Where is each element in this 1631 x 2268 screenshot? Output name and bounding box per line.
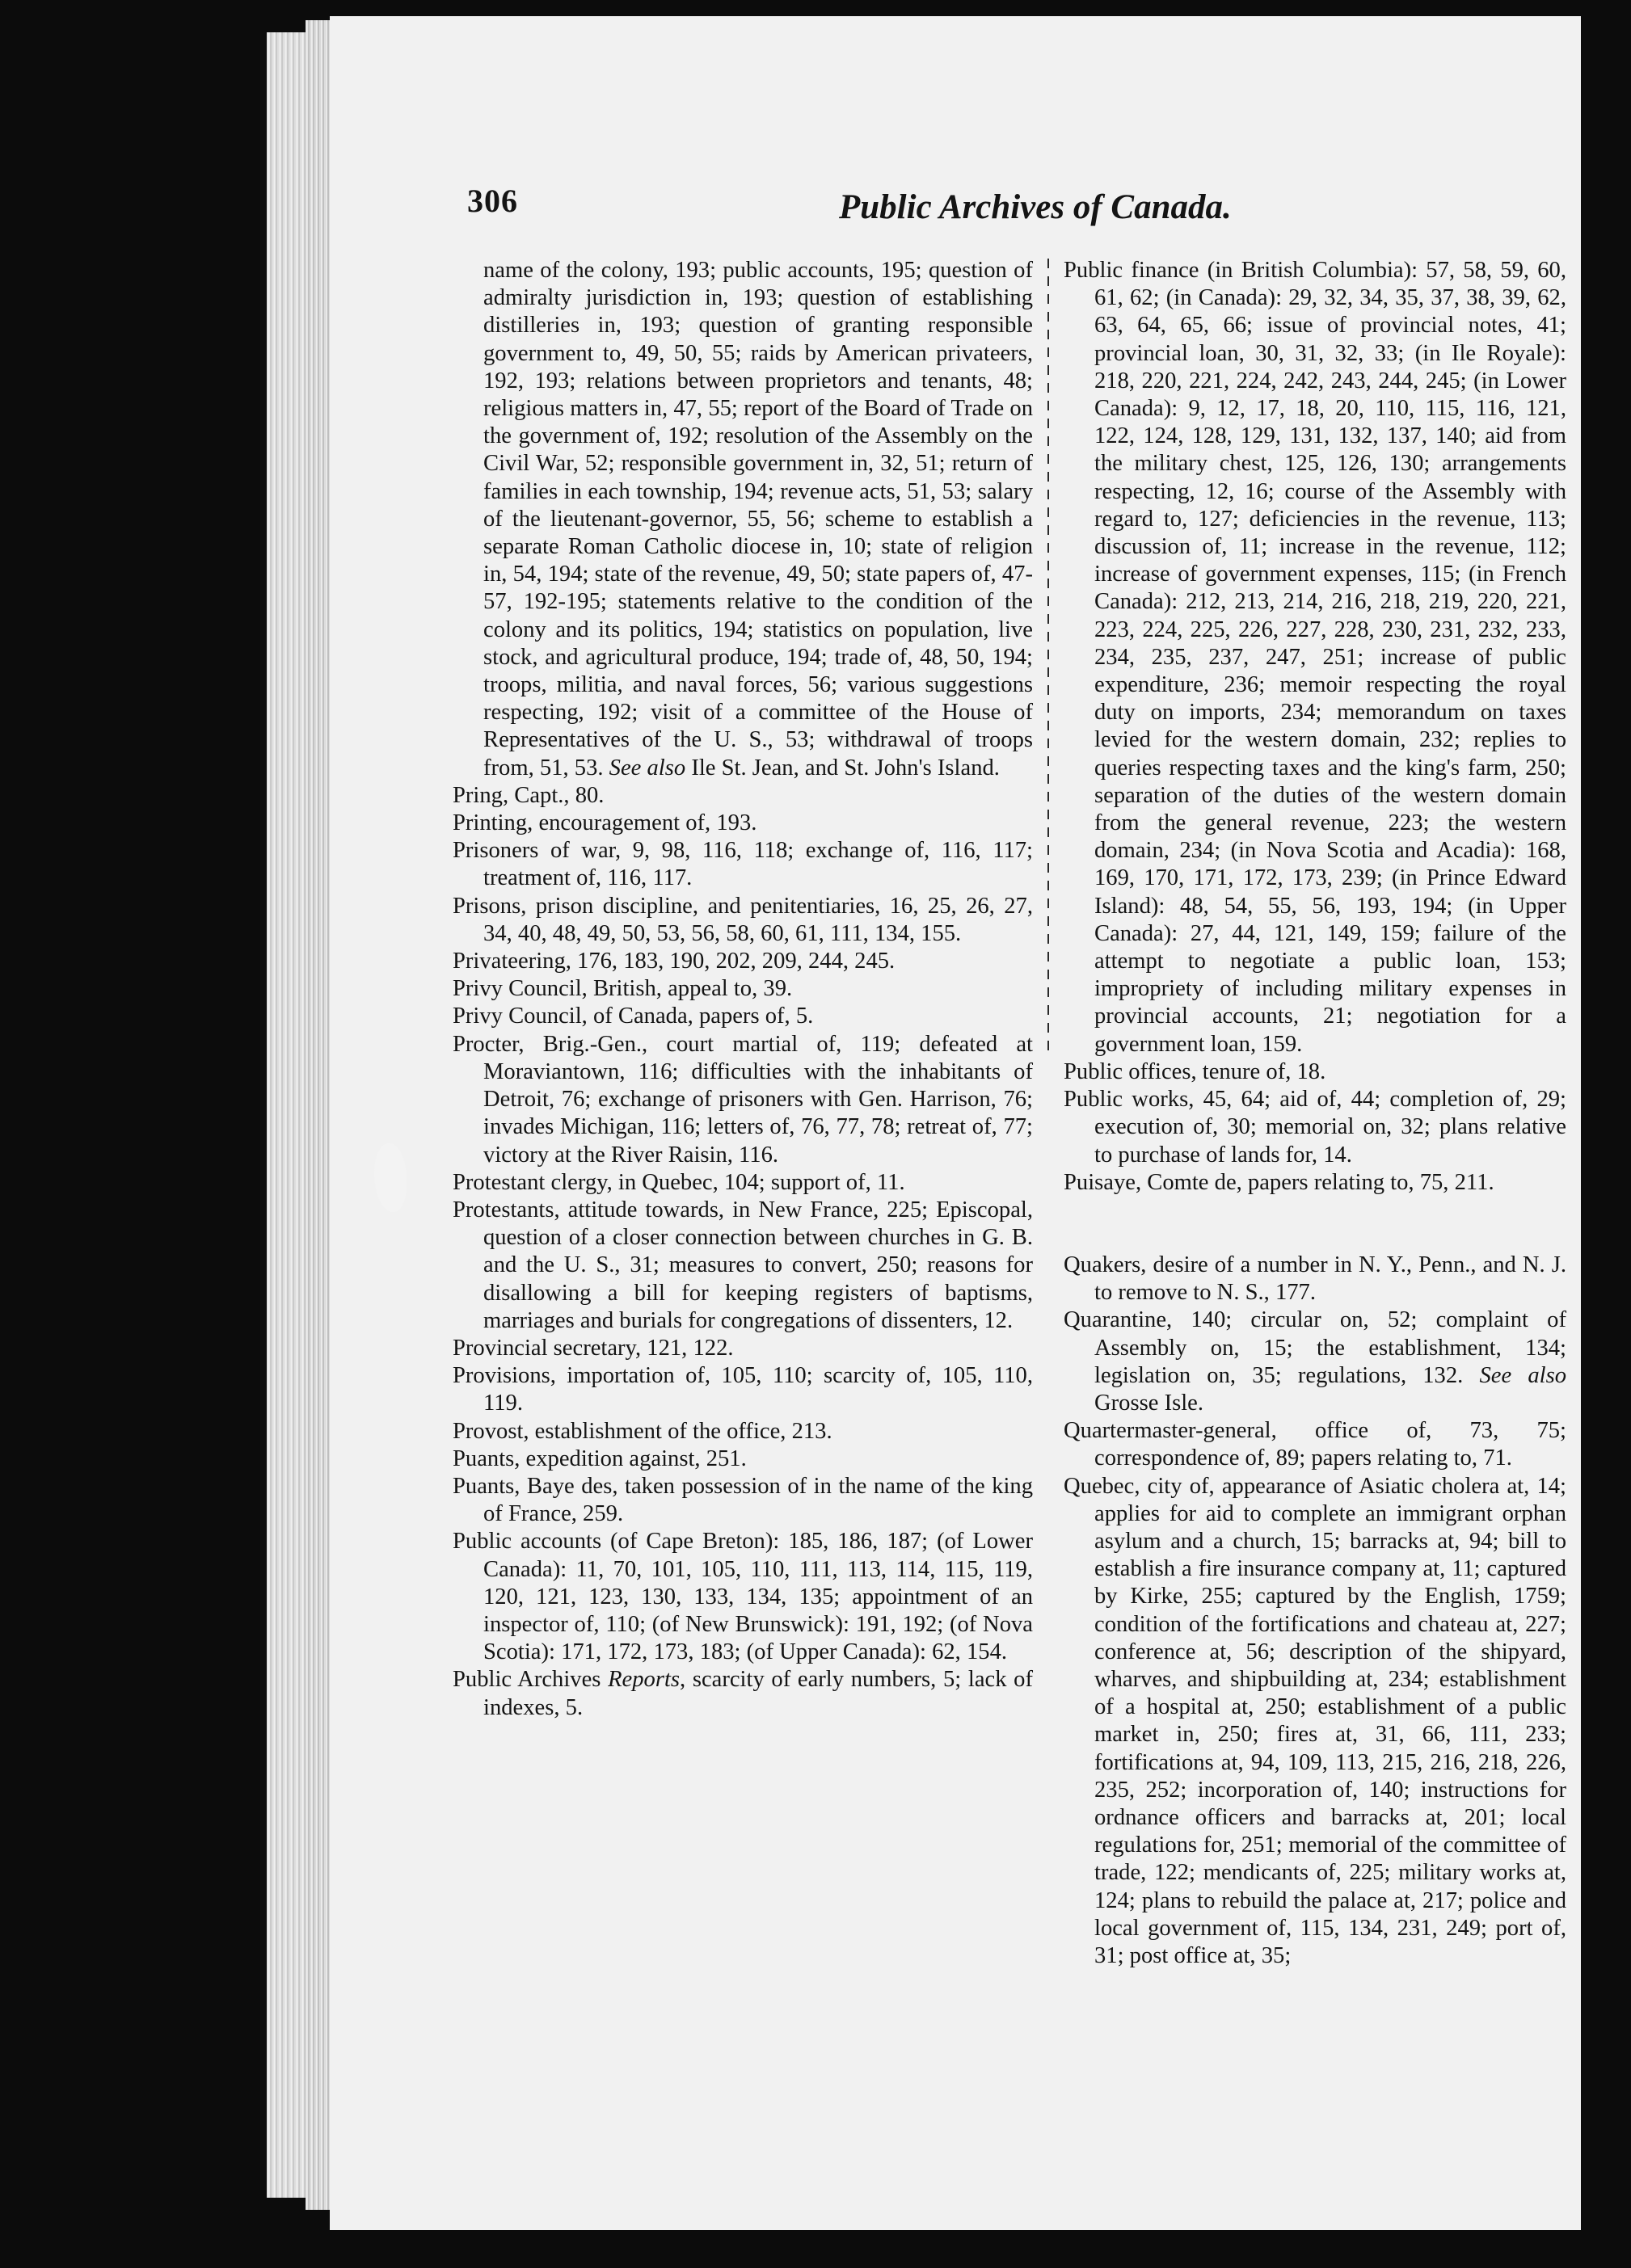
index-entry: Public Archives Reports, scarcity of early numbers, 5; lack of indexes, 5. [453,1667,1034,1720]
index-entry: Procter, Brig.-Gen., court martial of, 119; defeated at Moraviantown, 116; difficulties with the inhabitants of Detroit, 76; exchange of prisoners with Gen. Harrison, 76; invades Michigan, 116; letters of, 76, 77, 78; retreat of, 77; victory at the River Raisin, 116. [453,1031,1033,1168]
index-entry: Protestants, attitude towards, in New France, 225; Episcopal, question of a closer connection between churches in G. B. and the U. S., 31; measures to convert, 250; reasons for disallowing a bill for keeping registers of baptisms, marriages and burials for congregations of dissenters, 12. [453,1197,1033,1333]
index-entry: Provincial secretary, 121, 122. [453,1335,734,1361]
index-entry: Quebec, city of, appearance of Asiatic cholera at, 14; applies for aid to complete an immigrant orphan asylum and a church, 15; barracks at, 94; bill to establish a fire insurance company at, 11; captured by Kirke, 255; captured by the English, 1759; condition of the fortifications and chateau at, 227; conference at, 56; description of the shipyard, wharves, and shipbuilding at, 234; establishment of a hospital at, 250; establishment of a public market in, 250; fires at, 31, 66, 111, 233; fortifications at, 94, 109, 113, 215, 216, 218, 226, 235, 252; incorporation of, 140; instructions for ordnance officers and barracks at, 201; local regulations for, 251; memorial of the committee of trade, 122; mendicants of, 225; military works at, 124; plans to rebuild the palace at, 217; police and local government of, 115, 134, 231, 249; port of, 31; post office at, 35; [1064,1473,1566,1968]
index-entry: Puants, expedition against, 251. [453,1445,747,1471]
column-divider [1047,259,1049,1050]
index-entry: Public offices, tenure of, 18. [1064,1058,1326,1084]
index-entry: Puants, Baye des, taken possession of in the name of the king of France, 259. [453,1473,1033,1527]
book-page [330,16,1581,2230]
running-head: Public Archives of Canada. [839,188,1232,226]
index-entry: Public works, 45, 64; aid of, 44; completion of, 29; execution of, 30; memorial on, 32; plans relative to purchase of lands for, 14. [1064,1087,1566,1168]
index-column-left [453,257,1033,1722]
index-entry: Privy Council, of Canada, papers of, 5. [453,1004,814,1029]
page-smudge [374,1143,407,1212]
index-entry: Privateering, 176, 183, 190, 202, 209, 244, 245. [453,949,896,974]
index-column-right [1064,257,1566,1970]
index-entry: Provisions, importation of, 105, 110; scarcity of, 105, 110, 119. [453,1363,1033,1416]
index-entry: Quakers, desire of a number in N. Y., Penn., and N. J. to remove to N. S., 177. [1064,1252,1566,1306]
index-entry: name of the colony, 193; public accounts, 195; question of admiralty jurisdiction in, 193; question of establishing distilleries in, 193; question of granting responsible government to, 49, 50, 55; raids by American privateers, 192, 193; relations between proprietors and tenants, 48; religious matters in, 47, 55; report of the Board of Trade on the government of, 192; resolution of the Assembly on the Civil War, 52; responsible government in, 32, 51; return of families in each township, 194; revenue acts, 51, 53; salary of the lieutenant-governor, 55, 56; scheme to establish a separate Roman Catholic diocese in, 10; state of religion in, 54, 194; state of the revenue, 49, 50; state papers of, 47-57, 192-195; statements relative to the condition of the colony and its politics, 194; statistics on population, live stock, and agricultural produce, 194; trade of, 48, 50, 194; troops, militia, and naval forces, 56; various suggestions respecting, 192; visit of a committee of the House of Representatives of the U. S., 53; withdrawal of troops from, 51, 53. See also Ile St. Jean, and St. John's Island. [483,258,1033,781]
index-entry: Pring, Capt., 80. [453,782,605,808]
page-number: 306 [467,183,518,219]
index-entry: Public accounts (of Cape Breton): 185, 186, 187; (of Lower Canada): 11, 70, 101, 105, 110, 111, 113, 114, 115, 119, 120, 121, 123, 130, 133, 134, 135; appointment of an inspector of, 110; (of New Brunswick): 191, 192; (of Nova Scotia): 171, 172, 173, 183; (of Upper Canada): 62, 154. [453,1529,1033,1665]
index-entry: Privy Council, British, appeal to, 39. [453,976,793,1002]
index-entry: Provost, establishment of the office, 213. [453,1418,832,1444]
index-entry: Public finance (in British Columbia): 57, 58, 59, 60, 61, 62; (in Canada): 29, 32, 34, 35, 37, 38, 39, 62, 63, 64, 65, 66; issue of provincial notes, 41; provincial loan, 30, 31, 32, 33; (in Ile Royale): 218, 220, 221, 224, 242, 243, 244, 245; (in Lower Canada): 9, 12, 17, 18, 20, 110, 115, 116, 121, 122, 124, 128, 129, 131, 132, 137, 140; aid from the military chest, 125, 126, 130; arrangements respecting, 12, 16; course of the Assembly with regard to, 127; deficiencies in the revenue, 113; discussion of, 11; increase in the revenue, 112; increase of government expenses, 115; (in French Canada): 212, 213, 214, 216, 218, 219, 220, 221, 223, 224, 225, 226, 227, 228, 230, 231, 232, 233, 234, 235, 237, 247, 251; increase of public expenditure, 236; memoir respecting the royal duty on imports, 234; memorandum on taxes levied for the western domain, 232; replies to queries respecting taxes and the king's farm, 250; separation of the duties of the western domain from the general revenue, 223; the western domain, 234; (in Nova Scotia and Acadia): 168, 169, 170, 171, 172, 173, 239; (in Prince Edward Island): 48, 54, 55, 56, 193, 194; (in Upper Canada): 27, 44, 121, 149, 159; failure of the attempt to negotiate a public loan, 153; impropriety of including military expenses in provincial accounts, 21; negotiation for a government loan, 159. [1064,258,1566,1057]
index-entry: Protestant clergy, in Quebec, 104; support of, 11. [453,1169,905,1195]
index-entry: Printing, encouragement of, 193. [453,810,757,836]
index-entry: Quarantine, 140; circular on, 52; complaint of Assembly on, 15; the establishment, 134; legislation on, 35; regulations, 132. See also Grosse Isle. [1064,1307,1566,1416]
index-entry: Prisons, prison discipline, and penitentiaries, 16, 25, 26, 27, 34, 40, 48, 49, 50, 53, 56, 58, 60, 61, 111, 134, 155. [453,893,1033,946]
index-entry: Prisoners of war, 9, 98, 116, 118; exchange of, 116, 117; treatment of, 116, 117. [453,838,1033,891]
index-entry: Quartermaster-general, office of, 73, 75; correspondence of, 89; papers relating to, 71. [1064,1418,1566,1471]
index-entry: Puisaye, Comte de, papers relating to, 75, 211. [1064,1169,1494,1195]
